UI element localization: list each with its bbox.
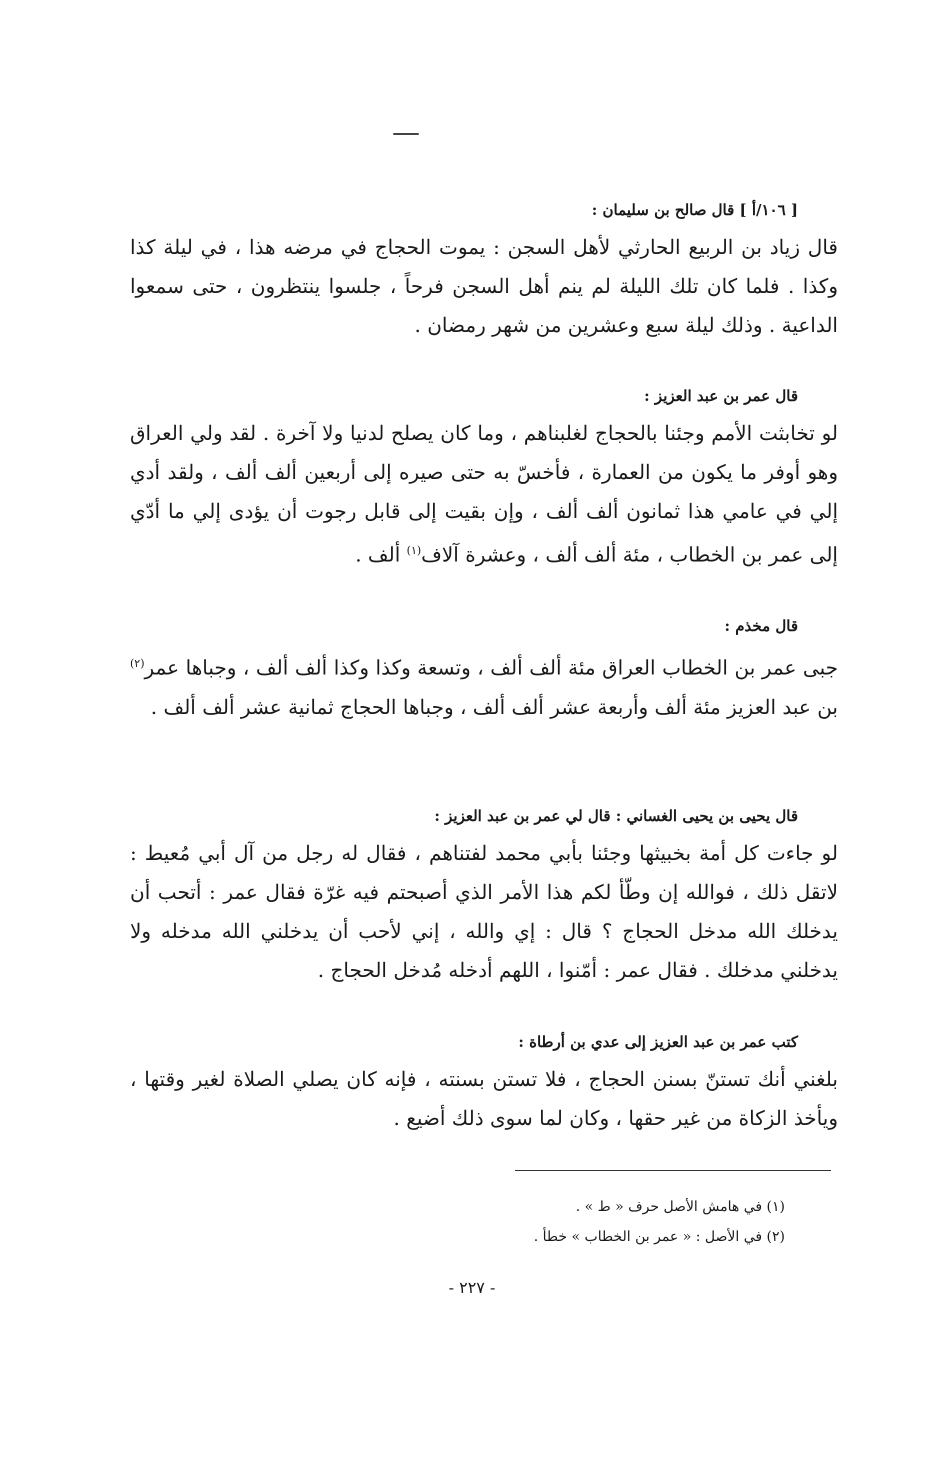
footnote-1: (١) في هامش الأصل حرف « ط » .: [575, 1199, 785, 1215]
section-heading: كتب عمر بن عبد العزيز إلى عدي بن أرطاة :: [518, 1033, 798, 1051]
section-heading: [ ١٠٦/أ ] قال صالح بن سليمان :: [591, 201, 798, 219]
text-part: ألف .: [355, 542, 407, 567]
section-text: بلغني أنك تستنّ بسنن الحجاج ، فلا تستن بسنته ، فإنه كان يصلي الصلاة لغير وقتها ، ويأخذ الزكاة من غير حقها ، وكان لما سوى ذلك أضيع .: [130, 1067, 838, 1130]
section-heading: قال يحيى بن يحيى الغساني : قال لي عمر بن عبد العزيز :: [434, 807, 798, 825]
footnotes: [300, 1192, 785, 1252]
top-mark: [393, 133, 419, 135]
section-4: [130, 804, 838, 990]
section-text: [130, 414, 838, 575]
section-text: [130, 644, 838, 727]
text-part: جبى عمر بن الخطاب العراق مئة ألف ألف ، وتسعة وكذا وكذا ألف ألف ، وجباها عمر: [144, 655, 838, 680]
section-heading: قال مخذم :: [724, 617, 798, 635]
section-text: لو جاءت كل أمة بخبيثها وجئنا بأبي محمد لفتناهم ، فقال له رجل من آل أبي مُعيط : لاتقل ذلك ، فوالله إن وطّأ لكم هذا الأمر الذي أصبحتم فيه غرّة فقال عمر : أتحب أن يدخلك الله مدخل الحجاج ؟ قال : إي والله ، إني لأحب أن يدخلني الله مدخله ولا يدخلني مدخلك . فقال عمر : أمّنوا ، اللهم أدخله مُدخل الحجاج .: [130, 841, 838, 982]
text-part: لو تخابثت الأمم وجئنا بالحجاج لغلبناهم ، وما كان يصلح لدنيا ولا آخرة . لقد ولي العراق وهو أوفر ما يكون من العمارة ، فأخسّ به حتى صيره إلى أربعين ألف ألف ، ولقد أدي إلي في عامي هذا ثمانون ألف ألف ، وإن بقيت إلى قابل رجوت أن يؤدى إلي ما أدّي إلى عمر بن الخطاب ، مئة ألف ألف ، وعشرة آلاف: [130, 421, 838, 567]
footnote-ref: (٢): [130, 657, 145, 670]
section-heading: قال عمر بن عبد العزيز :: [644, 387, 798, 405]
footnote-2: (٢) في الأصل : « عمر بن الخطاب » خطأ .: [533, 1229, 785, 1245]
section-1: [130, 198, 838, 345]
footnote-separator: [515, 1170, 831, 1171]
section-3: [130, 614, 838, 727]
section-2: [130, 384, 838, 575]
text-part: بن عبد العزيز مئة ألف وأربعة عشر ألف ألف ، وجباها الحجاج ثمانية عشر ألف ألف .: [150, 694, 838, 719]
page-number: - ٢٢٧ -: [448, 1278, 496, 1297]
footnote-ref: (١): [406, 544, 422, 557]
section-5: [130, 1030, 838, 1138]
section-text: قال زياد بن الربيع الحارثي لأهل السجن : يموت الحجاج في مرضه هذا ، في ليلة كذا وكذا . فلما كان تلك الليلة لم ينم أهل السجن فرحاً ، جلسوا ينتظرون ، حتى سمعوا الداعية . وذلك ليلة سبع وعشرين من شهر رمضان .: [130, 235, 838, 337]
